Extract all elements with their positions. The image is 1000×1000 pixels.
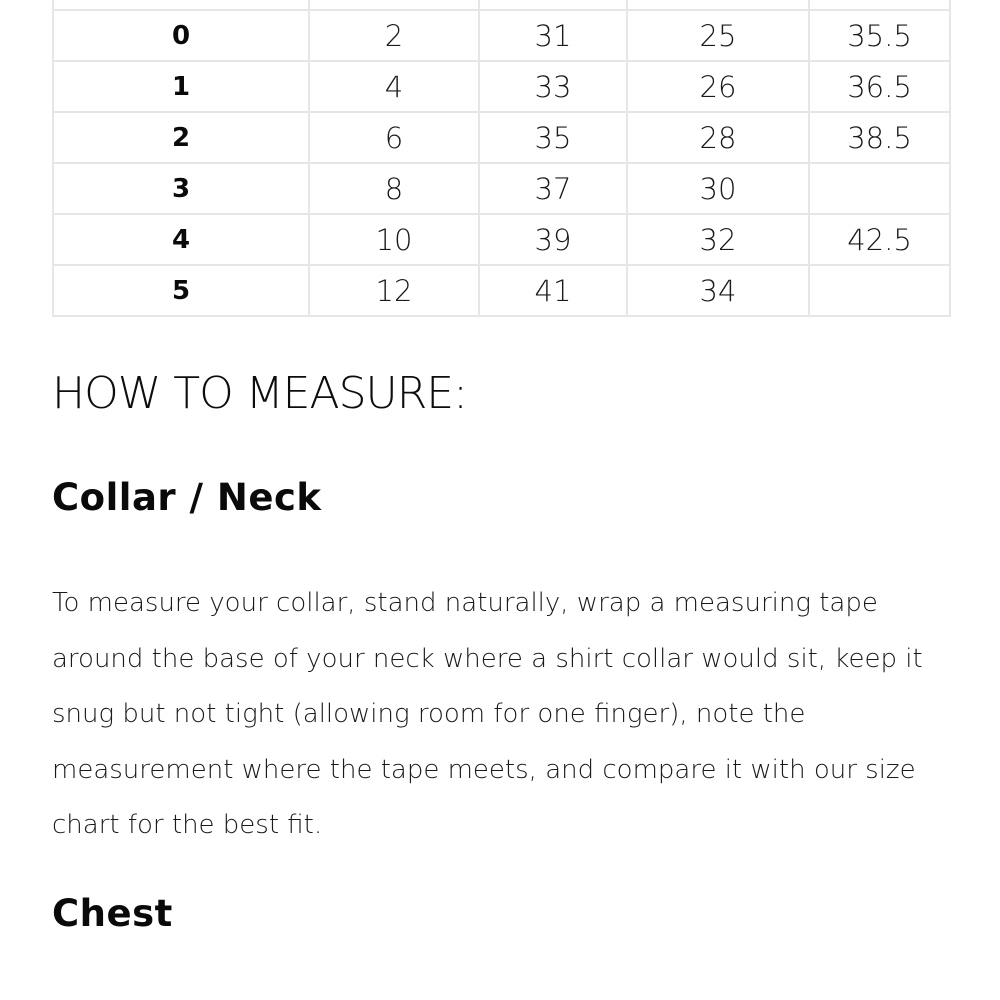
table-cell: 8 [309, 163, 479, 214]
table-cell: 35 [479, 112, 627, 163]
table-cell: 39 [479, 214, 627, 265]
size-chart-table [52, 0, 951, 317]
table-row [53, 214, 950, 265]
table-cell: 36.5 [809, 61, 950, 112]
table-cell: 4 [309, 61, 479, 112]
table-cell: 10 [309, 214, 479, 265]
table-cell: 38.5 [809, 112, 950, 163]
table-row [53, 112, 950, 163]
table-row [53, 0, 950, 10]
table-cell: 6 [309, 112, 479, 163]
table-cell: 31 [479, 10, 627, 61]
table-row [53, 265, 950, 316]
table-cell: 32 [627, 214, 809, 265]
table-row [53, 61, 950, 112]
table-row [53, 10, 950, 61]
size-cell [53, 0, 309, 10]
size-cell: 0 [53, 10, 309, 61]
table-cell: 42.5 [809, 214, 950, 265]
size-cell: 5 [53, 265, 309, 316]
table-cell [809, 163, 950, 214]
size-cell: 3 [53, 163, 309, 214]
size-cell: 1 [53, 61, 309, 112]
table-cell: 30 [627, 163, 809, 214]
table-cell [627, 0, 809, 10]
size-cell: 2 [53, 112, 309, 163]
table-cell: 25 [627, 10, 809, 61]
chest-heading: Chest [52, 892, 173, 935]
table-cell: 34 [627, 265, 809, 316]
table-cell [309, 0, 479, 10]
table-cell [809, 0, 950, 10]
size-cell: 4 [53, 214, 309, 265]
table-cell: 33 [479, 61, 627, 112]
table-cell: 37 [479, 163, 627, 214]
collar-neck-heading: Collar / Neck [52, 476, 322, 519]
table-cell [479, 0, 627, 10]
table-cell: 12 [309, 265, 479, 316]
table-cell: 35.5 [809, 10, 950, 61]
table-cell: 28 [627, 112, 809, 163]
table-cell: 26 [627, 61, 809, 112]
table-cell [809, 265, 950, 316]
how-to-measure-title: HOW TO MEASURE: [52, 368, 467, 419]
table-cell: 2 [309, 10, 479, 61]
table-cell: 41 [479, 265, 627, 316]
collar-instructions: To measure your collar, stand naturally, wrap a measuring tape around the base of your neck where a shirt collar would sit, keep it snug but not tight (allowing room for one finger), note the measurement where the tape meets, and compare it with our size chart for the best fit. [52, 588, 923, 840]
table-row [53, 163, 950, 214]
